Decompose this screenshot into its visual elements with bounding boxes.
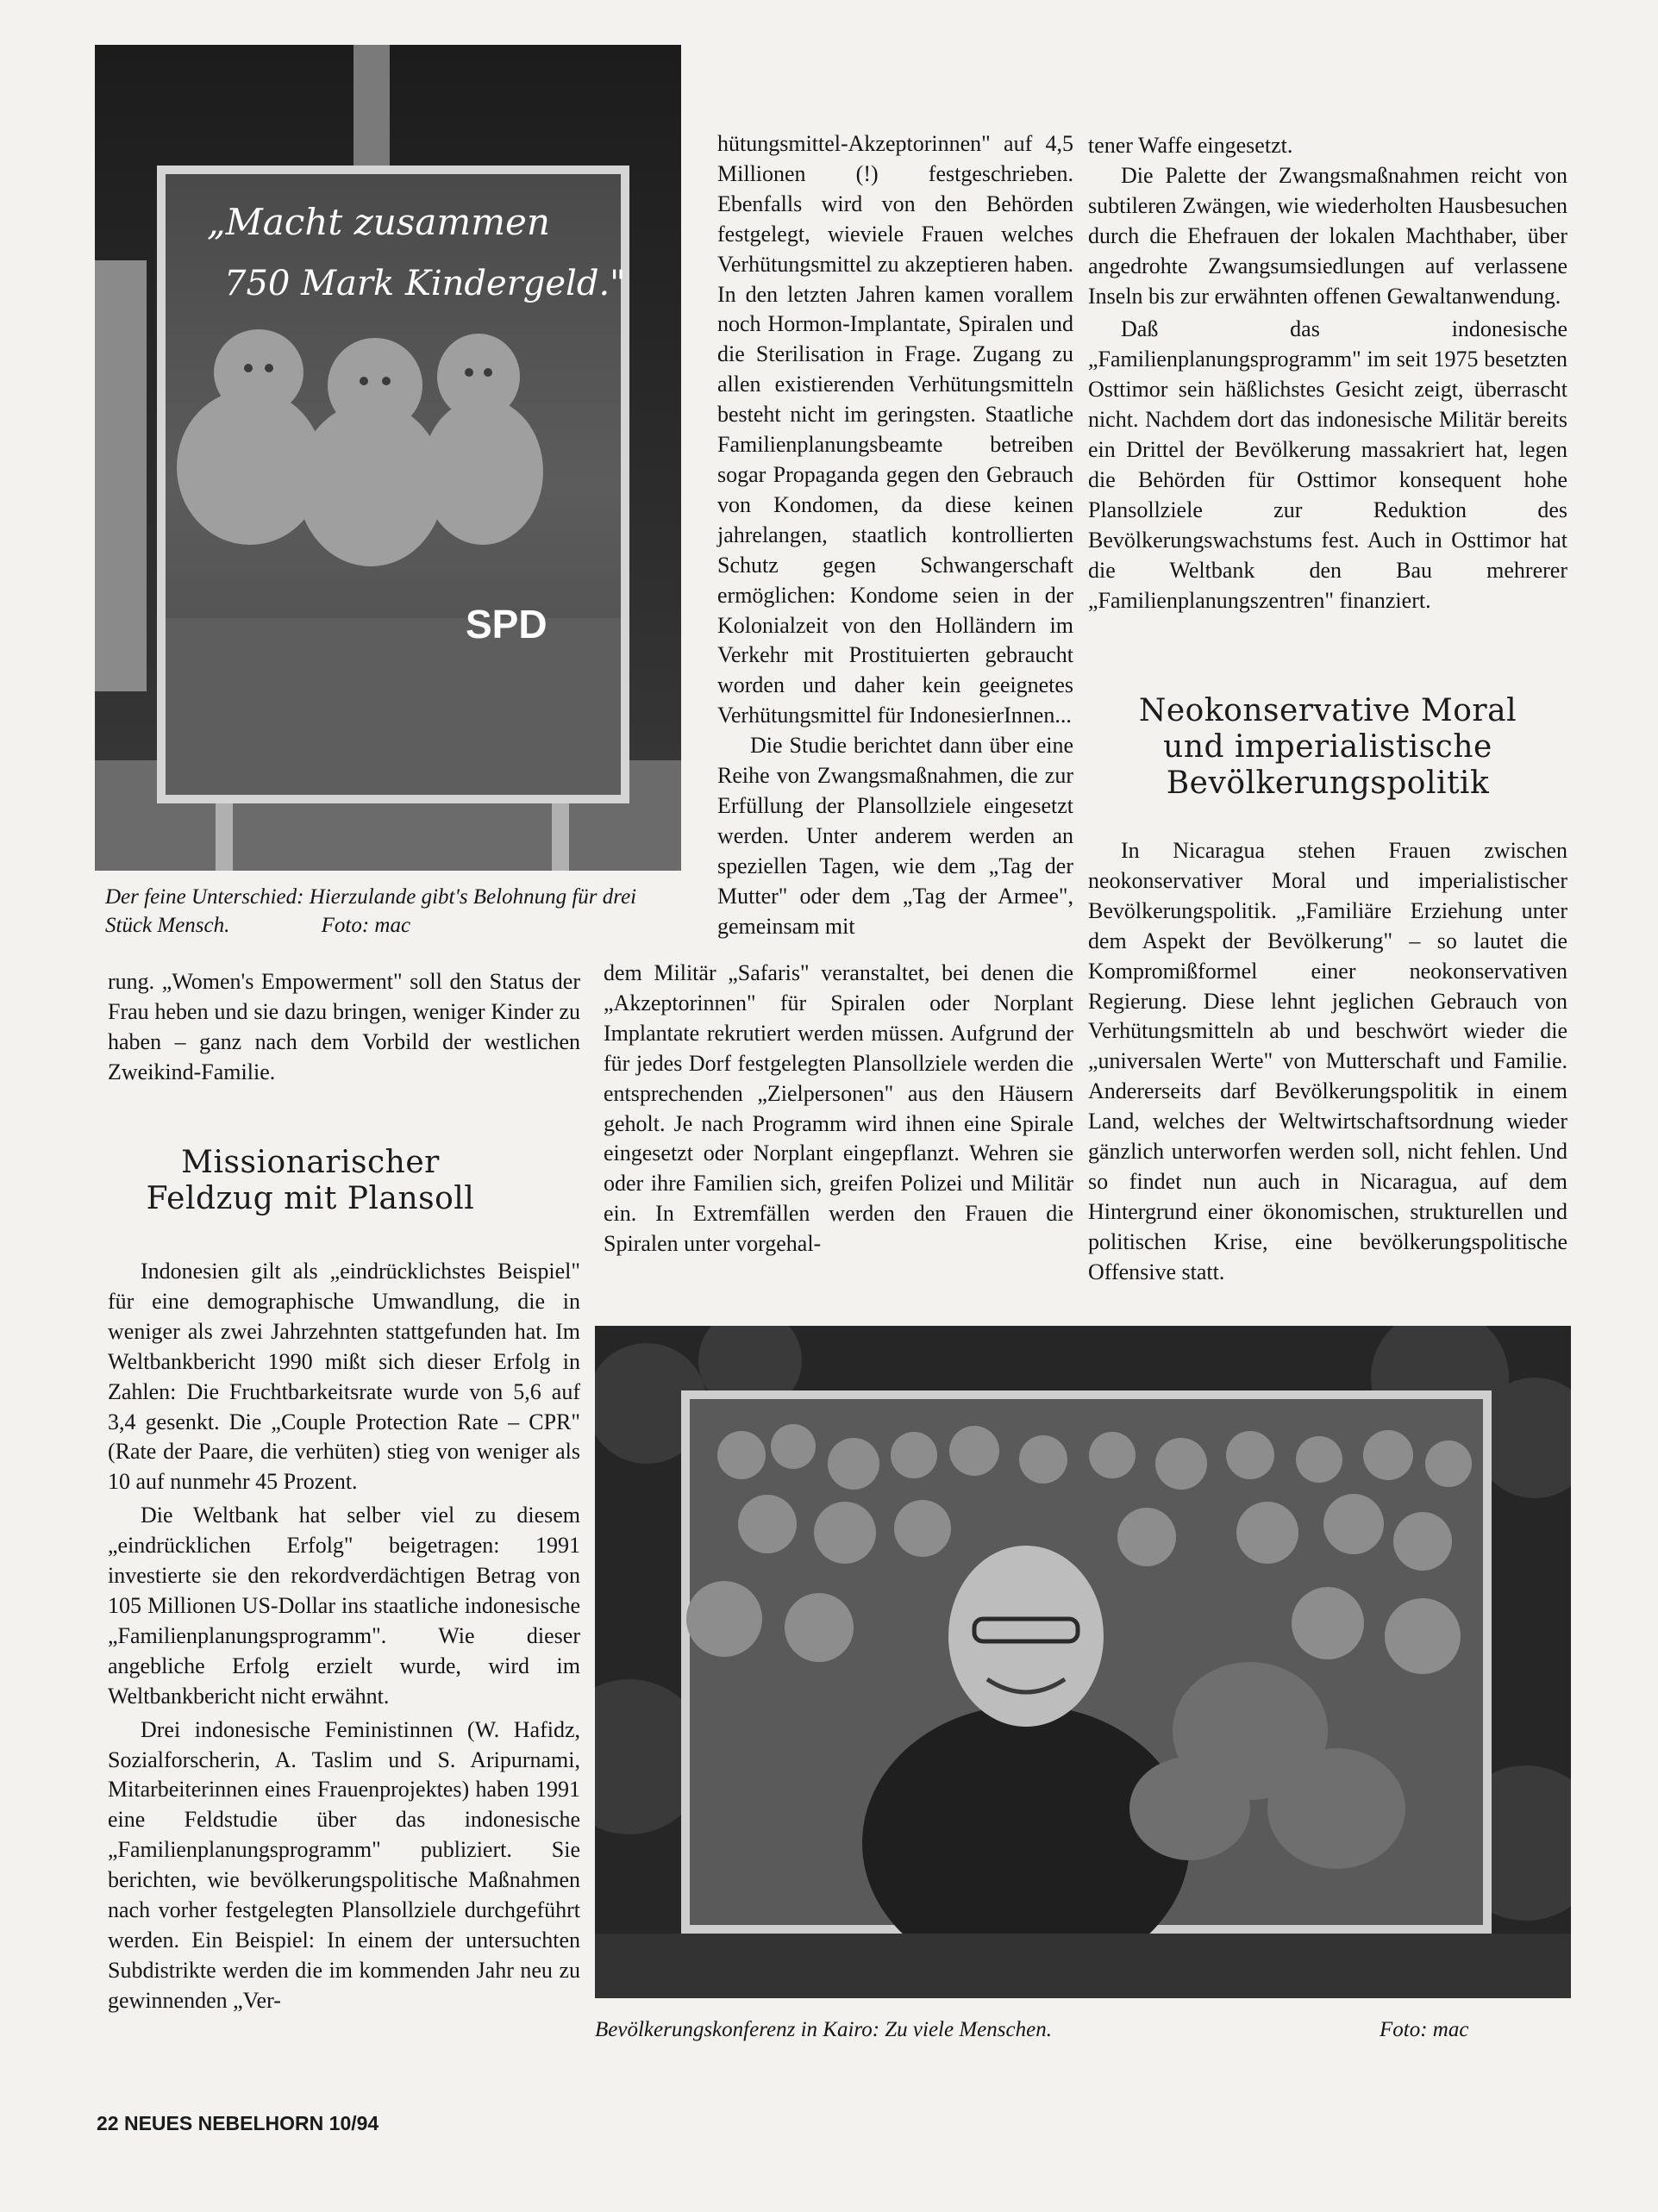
- col1-paragraph-4: Drei indonesische Feministinnen (W. Hafidz, Sozialforscherin, A. Taslim und S. Aripurnami, Mitarbeiterinnen eines Frauenprojektes) haben 1991 eine Feldstudie über das indonesische „Familienplanungsprogramm" publiziert. Sie berichten, wie bevölkerungspolitische Maßnahmen nach vorher festgelegten Plansollziele durchgeführt werden. Ein Beispiel: In einem der untersuchten Subdistrikte werden die im kommenden Jahr neu zu gewinnenden „Ver-: [108, 1716, 580, 2013]
- section-heading-neokonservative: Neokonservative Moral und imperialistische Bevölkerungspolitik: [1138, 693, 1517, 801]
- page-footer: 22 NEUES NEBELHORN 10/94: [97, 2112, 379, 2134]
- poster-slogan-line1: „Macht zusammen: [207, 201, 550, 243]
- photo2-credit: Foto: mac: [1380, 2018, 1469, 2041]
- poster-slogan-line2: 750 Mark Kindergeld.": [224, 264, 626, 303]
- photo-kairo-conference: [595, 1326, 1571, 1998]
- column-3-top: [1088, 131, 1567, 616]
- spd-poster-illustration: [95, 45, 681, 871]
- col3-paragraph-1: tener Waffe eingesetzt.: [1088, 133, 1293, 158]
- col2-paragraph-2-continued: dem Militär „Safaris" veranstaltet, bei denen die „Akzeptorinnen" für Spiralen oder Norplant Implantate rekrutiert werden müssen. Aufgrund der für jedes Dorf festgelegten Plansollziele werden die entsprechenden „Zielpersonen" aus den Häusern geholt. Je nach Programm wird ihnen eine Spirale eingesetzt oder Norplant eingepflanzt. Wehren sie oder ihre Familien sich, greifen Polizei und Militär ein. In Extremfällen werden den Frauen die Spiralen unter vorgehal-: [604, 960, 1073, 1257]
- column-1-top: [108, 967, 580, 1088]
- column-2-top: [717, 129, 1073, 941]
- col2-paragraph-2: Die Studie berichtet dann über eine Reihe von Zwangsmaßnahmen, die zur Erfüllung der Plansollziele eingesetzt werden. Unter anderem werden an speziellen Tagen, wie dem „Tag der Mutter" oder dem „Tag der Armee", gemeinsam mit: [717, 733, 1073, 939]
- photo1-caption: [105, 883, 674, 940]
- col3-paragraph-3: Daß das indonesische „Familienplanungsprogramm" im seit 1975 besetzten Osttimor sein häßlichstes Gesicht zeigt, überrascht nicht. Nachdem dort das indonesische Militär bereits ein Drittel der Bevölkerung massakriert hat, legen die Behörden für Osttimor konsequent hohe Plansollziele zur Reduktion des Bevölkerungswachstums fest. Auch in Osttimor hat die Weltbank den Bau mehrerer „Familienplanungszentren" finanziert.: [1088, 316, 1567, 613]
- col3-paragraph-2: Die Palette der Zwangsmaßnahmen reicht von subtileren Zwängen, wie wiederholten Hausbesuchen durch die Ehefrauen der lokalen Machthaber, über angedrohte Zwangsumsiedlungen auf verlassene Inseln bis zur erwähnten offenen Gewaltanwendung.: [1088, 162, 1567, 309]
- column-2-bottom: [604, 959, 1073, 1259]
- col1-paragraph-1: rung. „Women's Empowerment" soll den Status der Frau heben und sie dazu bringen, weniger Kinder zu haben – ganz nach dem Vorbild der westlichen Zweikind-Familie.: [108, 969, 580, 1084]
- column-1-body: [108, 1257, 580, 2016]
- col2-paragraph-1: hütungsmittel-Akzeptorinnen" auf 4,5 Millionen (!) festgeschrieben. Ebenfalls wird von den Behörden festgelegt, wieviele Frauen welches Verhütungsmittel zu akzeptieren haben. In den letzten Jahren kamen vorallem noch Hormon-Implantate, Spiralen und die Sterilisation in Frage. Zugang zu allen existierenden Verhütungsmitteln besteht nicht im geringsten. Staatliche Familienplanungsbeamte betreiben sogar Propaganda gegen den Gebrauch von Kondomen, da diese keinen jahrelangen, staatlich kontrollierten Schutz gegen Schwangerschaft ermöglichen: Kondome seien in der Kolonialzeit von den Holländern im Verkehr mit Prostituierten gebraucht worden und daher kein geeignetes Verhütungsmittel für IndonesierInnen...: [717, 131, 1073, 728]
- conference-crowd-illustration: [595, 1326, 1571, 1998]
- section-heading-missionarischer: Missionarischer Feldzug mit Plansoll: [146, 1145, 475, 1216]
- photo2-caption: [595, 2015, 1571, 2044]
- photo-spd-poster: [95, 45, 681, 871]
- photo2-caption-text: Bevölkerungskonferenz in Kairo: Zu viele Menschen.: [595, 2018, 1052, 2041]
- column-3-bottom: [1088, 836, 1567, 1288]
- spd-logo: SPD: [466, 602, 547, 647]
- photo1-credit: Foto: mac: [321, 914, 411, 937]
- col3-paragraph-4: In Nicaragua stehen Frauen zwischen neokonservativer Moral und imperialistischer Bevölkerungspolitik. „Familiäre Erziehung unter dem Aspekt der Bevölkerung" – so lautet die Kompromißformel einer neokonservativen Regierung. Diese lehnt jeglichen Gebrauch von Verhütungsmitteln ab und beschwört wieder die „universalen Werte" von Mutterschaft und Familie. Andererseits darf Bevölkerungspolitik in einem Land, welches der Weltwirtschaftsordnung wieder gänzlich unterworfen werden soll, nicht fehlen. Und so findet nun auch in Nicaragua, auf dem Hintergrund einer ökonomischen, strukturellen und politischen Krise, eine bevölkerungspolitische Offensive statt.: [1088, 838, 1567, 1284]
- babies-illustration: [177, 329, 543, 566]
- photo1-caption-text: Der feine Unterschied: Hierzulande gibt's Belohnung für drei Stück Mensch.: [105, 885, 637, 937]
- col1-paragraph-3: Die Weltbank hat selber viel zu diesem „eindrücklichen Erfolg" beigetragen: 1991 investierte sie den rekordverdächtigen Betrag von 105 Millionen US-Dollar ins staatliche indonesische „Familienplanungsprogramm". Wie dieser angebliche Erfolg erzielt wurde, wird im Weltbankbericht nicht erwähnt.: [108, 1503, 580, 1709]
- col1-paragraph-2: Indonesien gilt als „eindrücklichstes Beispiel" für eine demographische Umwandlung, die in weniger als zwei Jahrzehnten stattgefunden hat. Im Weltbankbericht 1990 mißt sich dieser Erfolg in Zahlen: Die Fruchtbarkeitsrate wurde von 5,6 auf 3,4 gesenkt. Die „Couple Protection Rate – CPR" (Rate der Paare, die verhüten) stieg von weniger als 10 auf nunmehr 45 Prozent.: [108, 1259, 580, 1495]
